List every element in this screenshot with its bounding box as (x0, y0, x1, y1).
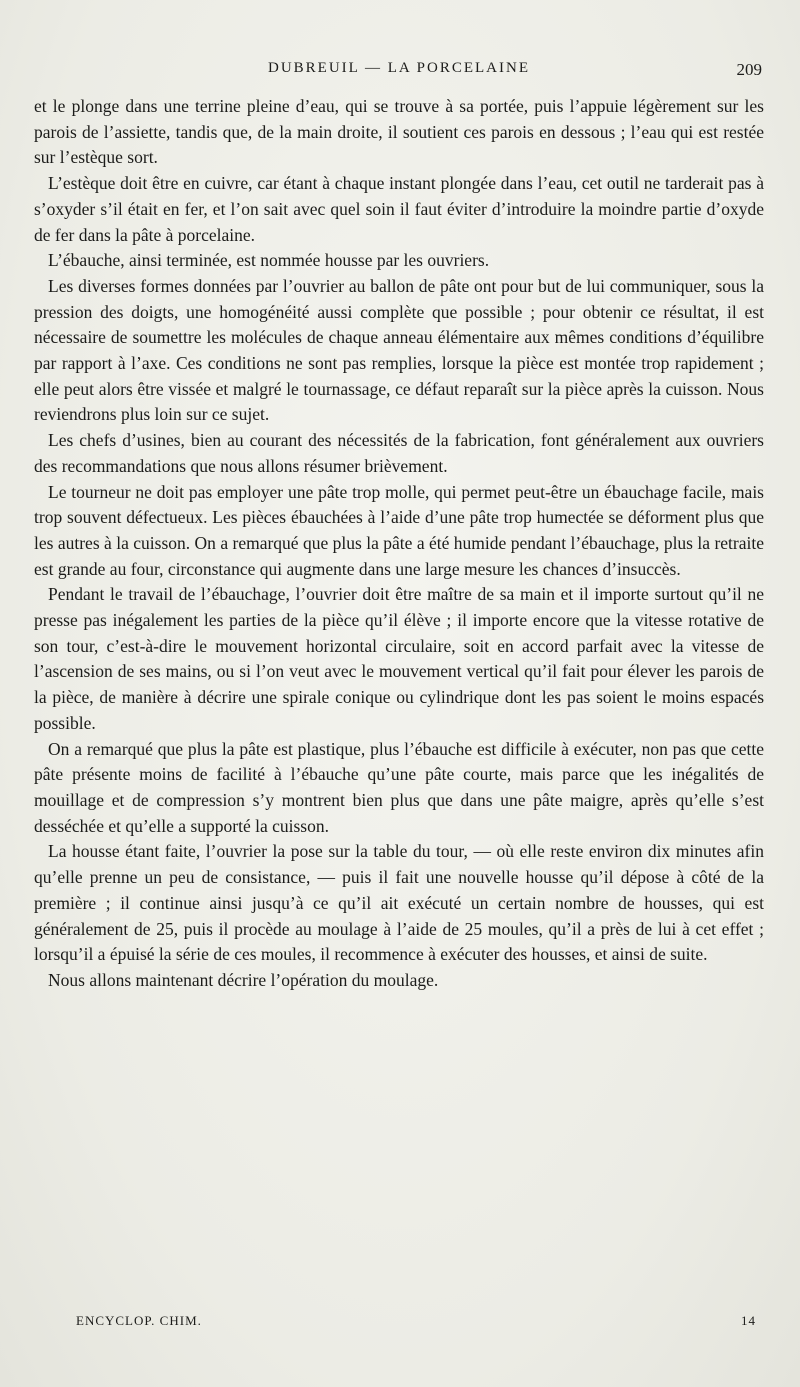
paragraph: Nous allons maintenant décrire l’opération du moulage. (48, 969, 439, 990)
paragraph: Le tourneur ne doit pas employer une pâte trop molle, qui permet peut-être un ébauchage facile, mais trop souvent défectueux. Les pièces ébauchées à l’aide d’une pâte trop humectée se déforment plus que les autres à la cuisson. On a remarqué que plus la pâte a été humide pendant l’ébauchage, plus la retraite est grande au four, circonstance qui augmente dans une large mesure les chances d’insuccès. (34, 481, 764, 579)
running-title: DUBREUIL — LA PORCELAINE (267, 60, 531, 76)
paragraph: Les chefs d’usines, bien au courant des nécessités de la fabrication, font généralement aux ouvriers des recommandations que nous allons résumer brièvement. (34, 430, 764, 476)
gathering-number: 14 (741, 1313, 756, 1328)
paragraph: L’estèque doit être en cuivre, car étant à chaque instant plongée dans l’eau, cet outil ne tarderait pas à s’oxyder s’il était en fer, et l’on sait avec quel soin il faut éviter d’introduire la moindre partie d’oxyde de fer dans la pâte à porcelaine. (34, 173, 764, 245)
paragraph: On a remarqué que plus la pâte est plastique, plus l’ébauche est difficile à exécuter, non pas que cette pâte présente moins de facilité à l’ébauche qu’une pâte courte, mais parce que les inégalités de mouillage et de compression s’y montrent bien plus que dans une pâte maigre, après qu’elle s’est desséchée et qu’elle a supporté la cuisson. (34, 738, 764, 836)
paragraph: Pendant le travail de l’ébauchage, l’ouvrier doit être maître de sa main et il importe surtout qu’il ne presse pas inégalement les parties de la pièce qu’il élève ; il importe encore que la vitesse rotative de son tour, c’est-à-dire le mouvement horizontal circulaire, soit en accord parfait avec la vitesse de l’ascension de ses mains, ou si l’on veut avec le mouvement vertical qu’il fait pour élever les parois de la pièce, de manière à décrire une spirale conique ou cylindrique dont les pas soient le moins espacés possible. (34, 584, 764, 733)
paragraph: Les diverses formes données par l’ouvrier au ballon de pâte ont pour but de lui communiquer, sous la pression des doigts, une homogénéité aussi complète que possible ; pour obtenir ce résultat, il est nécessaire de soumettre les molécules de chaque anneau élémentaire aux mêmes conditions d’équilibre par rapport à l’axe. Ces conditions ne sont pas remplies, lorsque la pièce est montée trop rapidement ; elle peut alors être vissée et malgré le tournassage, ce défaut reparaît sur la pièce après la cuisson. Nous reviendrons plus loin sur ce sujet. (34, 275, 764, 425)
page-footer (76, 1313, 756, 1333)
signature-mark: ENCYCLOP. CHIM. (76, 1313, 202, 1328)
paragraph: L’ébauche, ainsi terminée, est nommée housse par les ouvriers. (48, 250, 490, 271)
paragraph: La housse étant faite, l’ouvrier la pose sur la table du tour, — où elle reste environ dix minutes afin qu’elle prenne un peu de consistance, — puis il fait une nouvelle housse qu’il dépose à côté de la première ; il continue ainsi jusqu’à ce qu’il ait exécuté un certain nombre de housses, qui est généralement de 25, puis il procède au moulage à l’aide de 25 moules, qu’il a près de lui à cet effet ; lorsqu’il a épuisé la série de ces moules, il recommence à exécuter des housses, et ainsi de suite. (34, 841, 764, 965)
body-text (34, 94, 764, 994)
paragraph: et le plonge dans une terrine pleine d’eau, qui se trouve à sa portée, puis l’appuie légèrement sur les parois de l’assiette, tandis que, de la main droite, il soutient ces parois en dessous ; l’eau qui est restée sur l’estèque sort. (34, 96, 764, 168)
page-header (34, 60, 764, 84)
page-number: 209 (736, 60, 762, 79)
